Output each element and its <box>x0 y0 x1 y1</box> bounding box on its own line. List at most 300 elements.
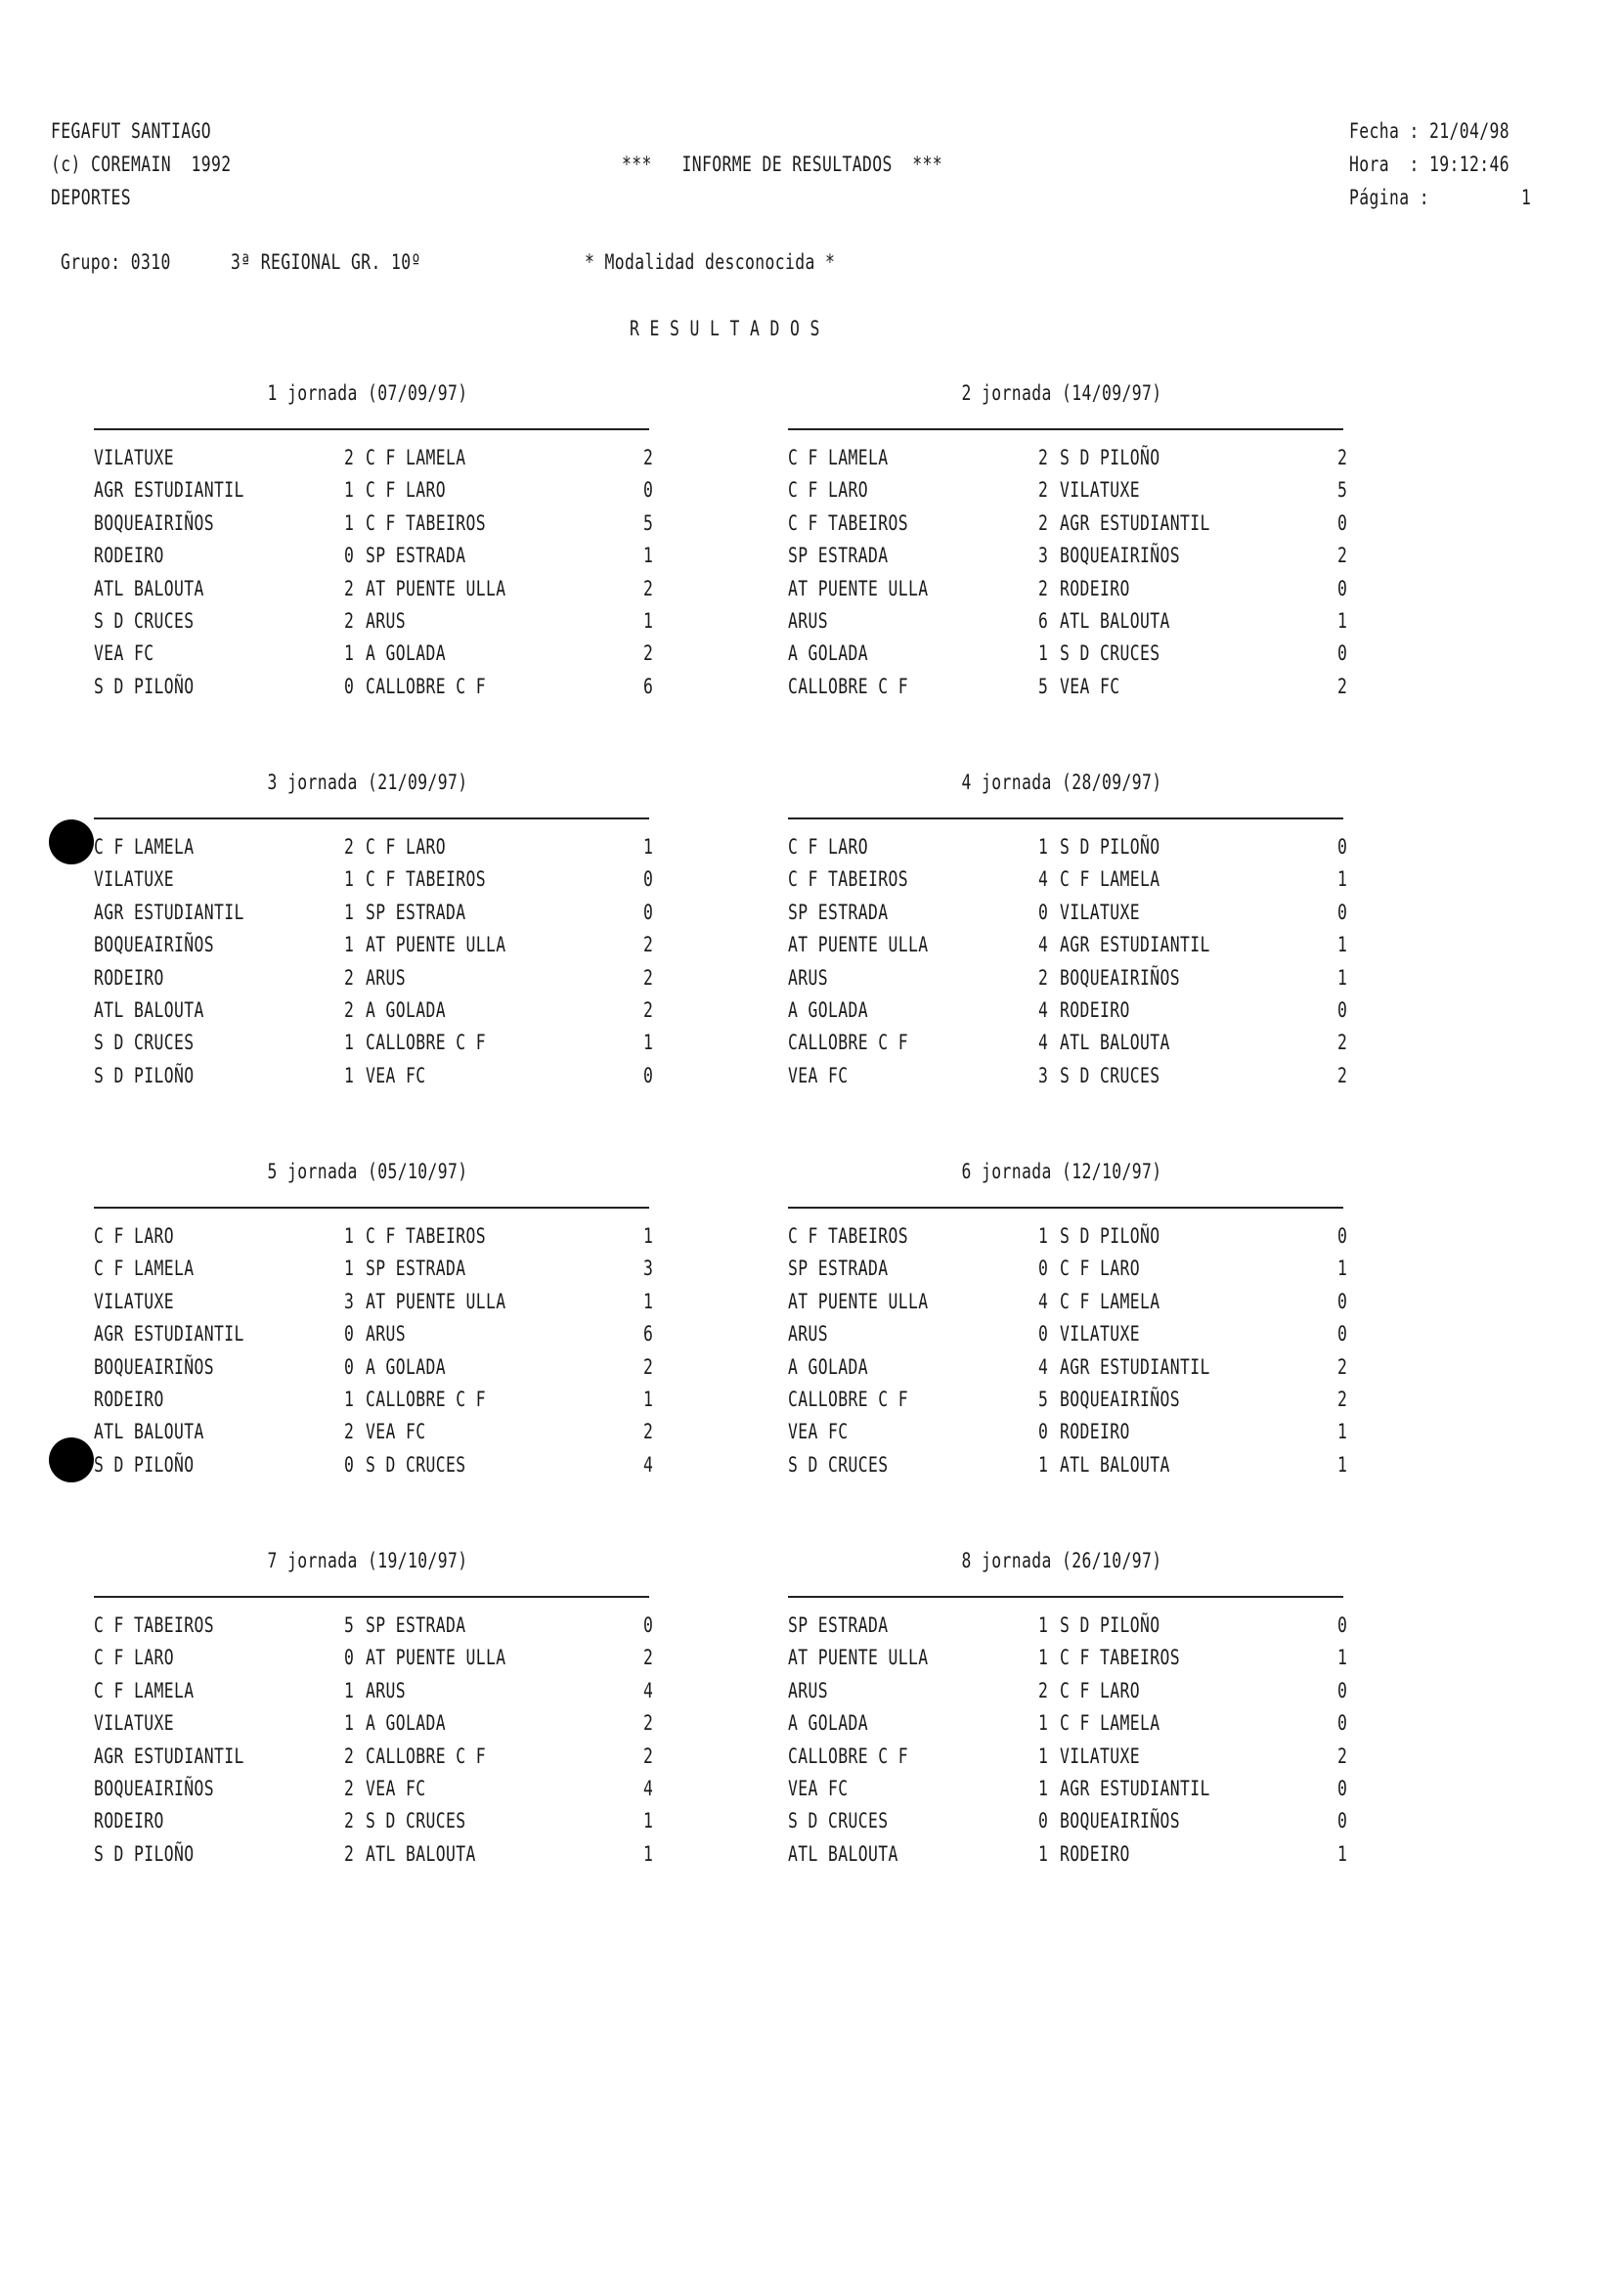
match-row <box>788 641 1394 674</box>
match-row <box>94 1355 700 1388</box>
away-score: 1 <box>1337 1841 1348 1866</box>
away-score: 0 <box>1337 1777 1348 1800</box>
home-score: 2 <box>344 576 355 600</box>
home-team: A GOLADA <box>788 1354 869 1379</box>
match-row <box>788 511 1394 544</box>
away-team: RODEIRO <box>1060 998 1130 1022</box>
away-score: 1 <box>1337 965 1348 990</box>
match-row <box>788 1744 1394 1777</box>
home-score: 1 <box>344 510 355 535</box>
away-team: BOQUEAIRIÑOS <box>1060 544 1181 568</box>
home-score: 0 <box>344 1452 355 1477</box>
jornada-divider <box>788 428 1343 430</box>
away-team: SP ESTRADA <box>366 1613 466 1637</box>
away-team: VILATUXE <box>1060 478 1141 503</box>
away-team: AT PUENTE ULLA <box>366 1646 506 1670</box>
away-team: S D PILOÑO <box>1060 446 1160 469</box>
away-score: 2 <box>1337 1063 1348 1087</box>
away-team: A GOLADA <box>366 998 447 1022</box>
match-row <box>788 1031 1394 1063</box>
home-team: RODEIRO <box>94 965 164 990</box>
home-team: S D PILOÑO <box>94 1841 195 1866</box>
home-score: 5 <box>344 1613 355 1637</box>
home-score: 4 <box>1038 1031 1049 1055</box>
home-score: 0 <box>344 1322 355 1347</box>
home-score: 2 <box>1038 478 1049 503</box>
match-row <box>788 1777 1394 1809</box>
away-score: 2 <box>643 576 654 600</box>
away-team: C F TABEIROS <box>366 510 487 535</box>
away-team: A GOLADA <box>366 641 447 666</box>
match-row <box>788 835 1394 867</box>
home-team: SP ESTRADA <box>788 900 889 924</box>
punch-hole-bottom <box>49 1437 94 1482</box>
match-row <box>94 998 700 1031</box>
home-team: AGR ESTUDIANTIL <box>94 478 244 503</box>
away-score: 0 <box>1337 900 1348 924</box>
home-team: VILATUXE <box>94 446 175 469</box>
away-score: 1 <box>643 544 654 568</box>
home-team: BOQUEAIRIÑOS <box>94 933 215 957</box>
away-score: 2 <box>1337 1388 1348 1411</box>
away-score: 1 <box>1337 867 1348 892</box>
away-team: S D CRUCES <box>366 1452 466 1477</box>
away-team: VEA FC <box>366 1063 426 1087</box>
home-score: 2 <box>344 1841 355 1866</box>
away-score: 0 <box>643 867 654 892</box>
time-line: Hora : 19:12:46 <box>1349 153 1510 176</box>
match-row <box>94 1453 700 1485</box>
match-row <box>94 1744 700 1777</box>
match-row <box>788 1420 1394 1452</box>
home-score: 0 <box>344 1646 355 1670</box>
match-row <box>94 933 700 965</box>
home-team: A GOLADA <box>788 998 869 1022</box>
home-score: 4 <box>1038 867 1049 892</box>
match-row <box>94 1322 700 1354</box>
home-score: 2 <box>1038 965 1049 990</box>
home-team: C F LARO <box>788 478 869 503</box>
away-score: 0 <box>1337 998 1348 1022</box>
match-row <box>788 1842 1394 1875</box>
away-score: 2 <box>643 1744 654 1768</box>
home-score: 1 <box>1038 1613 1049 1637</box>
home-score: 4 <box>1038 1289 1049 1313</box>
away-team: CALLOBRE C F <box>366 674 487 698</box>
away-team: CALLOBRE C F <box>366 1744 487 1768</box>
away-score: 1 <box>643 1224 654 1248</box>
home-team: SP ESTRADA <box>788 544 889 568</box>
away-score: 0 <box>1337 1678 1348 1702</box>
home-score: 2 <box>344 835 355 859</box>
match-row <box>788 1388 1394 1420</box>
away-team: S D PILOÑO <box>1060 835 1160 859</box>
away-score: 2 <box>1337 544 1348 568</box>
match-row <box>94 1809 700 1841</box>
home-score: 1 <box>344 867 355 892</box>
match-row <box>94 446 700 478</box>
away-team: VILATUXE <box>1060 1322 1141 1347</box>
match-row <box>788 1679 1394 1711</box>
home-team: SP ESTRADA <box>788 1613 889 1637</box>
away-score: 2 <box>1337 674 1348 698</box>
home-team: ARUS <box>788 609 829 633</box>
home-score: 2 <box>344 609 355 633</box>
away-team: AT PUENTE ULLA <box>366 576 506 600</box>
home-score: 1 <box>1038 1452 1049 1477</box>
away-score: 2 <box>643 1354 654 1379</box>
match-row <box>94 1031 700 1063</box>
home-team: ATL BALOUTA <box>94 576 204 600</box>
home-team: C F LAMELA <box>94 1257 195 1281</box>
home-score: 2 <box>344 965 355 990</box>
away-score: 1 <box>1337 609 1348 633</box>
match-row <box>94 641 700 674</box>
home-team: BOQUEAIRIÑOS <box>94 510 215 535</box>
away-team: ATL BALOUTA <box>1060 609 1170 633</box>
match-row <box>788 1355 1394 1388</box>
away-team: C F LARO <box>1060 1257 1141 1281</box>
away-score: 1 <box>643 835 654 859</box>
away-score: 6 <box>643 1322 654 1347</box>
away-score: 1 <box>1337 1646 1348 1670</box>
match-row <box>94 1646 700 1678</box>
home-team: A GOLADA <box>788 641 869 666</box>
away-score: 2 <box>1337 1031 1348 1055</box>
away-score: 0 <box>1337 1322 1348 1347</box>
jornada-title: 7 jornada (19/10/97) <box>267 1549 468 1572</box>
home-score: 0 <box>1038 1420 1049 1444</box>
home-score: 3 <box>1038 1063 1049 1087</box>
home-team: C F TABEIROS <box>788 510 909 535</box>
home-score: 0 <box>344 674 355 698</box>
away-score: 2 <box>1337 1354 1348 1379</box>
away-score: 5 <box>1337 478 1348 503</box>
jornada-divider <box>94 428 649 430</box>
home-score: 1 <box>344 478 355 503</box>
away-team: AGR ESTUDIANTIL <box>1060 933 1210 957</box>
home-team: VEA FC <box>788 1420 849 1444</box>
away-team: RODEIRO <box>1060 1420 1130 1444</box>
away-team: CALLOBRE C F <box>366 1031 487 1055</box>
home-team: ARUS <box>788 1678 829 1702</box>
away-team: AGR ESTUDIANTIL <box>1060 1354 1210 1379</box>
away-score: 2 <box>643 965 654 990</box>
away-team: CALLOBRE C F <box>366 1388 487 1411</box>
away-team: BOQUEAIRIÑOS <box>1060 1388 1181 1411</box>
match-row <box>94 1064 700 1096</box>
jornada-title: 3 jornada (21/09/97) <box>267 771 468 794</box>
away-score: 1 <box>643 609 654 633</box>
home-team: AT PUENTE ULLA <box>788 576 929 600</box>
match-row <box>788 1224 1394 1257</box>
home-team: C F TABEIROS <box>788 867 909 892</box>
home-score: 0 <box>344 544 355 568</box>
home-score: 1 <box>344 1711 355 1736</box>
home-team: VILATUXE <box>94 1711 175 1736</box>
away-team: S D PILOÑO <box>1060 1613 1160 1637</box>
department-line: DEPORTES <box>51 186 132 209</box>
jornada-title: 1 jornada (07/09/97) <box>267 381 468 405</box>
match-row <box>94 478 700 510</box>
home-score: 1 <box>344 1031 355 1055</box>
home-team: BOQUEAIRIÑOS <box>94 1777 215 1800</box>
away-score: 0 <box>1337 576 1348 600</box>
home-score: 0 <box>1038 900 1049 924</box>
home-score: 1 <box>1038 1777 1049 1800</box>
report-title: *** INFORME DE RESULTADOS *** <box>622 153 943 176</box>
match-row <box>94 901 700 933</box>
away-score: 1 <box>643 1289 654 1313</box>
home-score: 1 <box>344 1678 355 1702</box>
match-row <box>788 1809 1394 1841</box>
home-score: 2 <box>344 446 355 469</box>
home-score: 5 <box>1038 1388 1049 1411</box>
home-score: 5 <box>1038 674 1049 698</box>
home-team: ATL BALOUTA <box>94 1420 204 1444</box>
away-team: C F TABEIROS <box>1060 1646 1181 1670</box>
group-category: 3ª REGIONAL GR. 10º <box>231 250 421 274</box>
away-score: 4 <box>643 1452 654 1477</box>
jornada-divider <box>788 1207 1343 1209</box>
away-score: 1 <box>643 1841 654 1866</box>
jornada-title: 8 jornada (26/10/97) <box>961 1549 1162 1572</box>
home-team: C F LAMELA <box>94 835 195 859</box>
match-row <box>788 933 1394 965</box>
match-row <box>788 1064 1394 1096</box>
match-row <box>94 867 700 900</box>
away-score: 1 <box>643 1031 654 1055</box>
home-team: ARUS <box>788 965 829 990</box>
away-team: VEA FC <box>366 1420 426 1444</box>
away-score: 0 <box>1337 641 1348 666</box>
modalidad-note: * Modalidad desconocida * <box>585 250 836 274</box>
home-team: C F LAMELA <box>94 1678 195 1702</box>
home-score: 1 <box>1038 641 1049 666</box>
match-row <box>788 867 1394 900</box>
home-team: S D CRUCES <box>788 1452 889 1477</box>
home-team: S D CRUCES <box>94 609 195 633</box>
home-score: 1 <box>1038 835 1049 859</box>
match-row <box>788 609 1394 641</box>
away-team: ATL BALOUTA <box>1060 1452 1170 1477</box>
away-score: 1 <box>1337 1257 1348 1281</box>
match-row <box>94 1711 700 1744</box>
match-row <box>788 478 1394 510</box>
away-score: 0 <box>643 1613 654 1637</box>
away-team: SP ESTRADA <box>366 1257 466 1281</box>
home-score: 2 <box>1038 510 1049 535</box>
home-team: S D PILOÑO <box>94 1452 195 1477</box>
away-team: RODEIRO <box>1060 1841 1130 1866</box>
away-score: 0 <box>1337 1613 1348 1637</box>
home-score: 3 <box>1038 544 1049 568</box>
away-score: 1 <box>643 1388 654 1411</box>
away-team: AT PUENTE ULLA <box>366 933 506 957</box>
home-team: RODEIRO <box>94 544 164 568</box>
home-team: AGR ESTUDIANTIL <box>94 900 244 924</box>
away-score: 4 <box>643 1777 654 1800</box>
away-score: 2 <box>643 446 654 469</box>
match-row <box>94 544 700 576</box>
home-team: CALLOBRE C F <box>788 1388 909 1411</box>
match-row <box>94 1290 700 1322</box>
away-team: C F LAMELA <box>1060 867 1160 892</box>
away-score: 5 <box>643 510 654 535</box>
home-team: AT PUENTE ULLA <box>788 1646 929 1670</box>
match-row <box>94 1842 700 1875</box>
home-score: 1 <box>1038 1711 1049 1736</box>
copyright-line: (c) COREMAIN 1992 <box>51 153 232 176</box>
away-score: 2 <box>1337 446 1348 469</box>
home-team: C F LARO <box>94 1646 175 1670</box>
away-score: 0 <box>643 900 654 924</box>
away-team: SP ESTRADA <box>366 900 466 924</box>
away-score: 6 <box>643 674 654 698</box>
away-team: ATL BALOUTA <box>366 1841 476 1866</box>
away-team: C F TABEIROS <box>366 1224 487 1248</box>
match-row <box>788 1711 1394 1744</box>
org-name: FEGAFUT SANTIAGO <box>51 119 212 143</box>
jornada-divider <box>788 1596 1343 1598</box>
jornada-divider <box>94 1596 649 1598</box>
match-row <box>94 511 700 544</box>
home-score: 2 <box>1038 576 1049 600</box>
away-score: 2 <box>643 1646 654 1670</box>
home-score: 2 <box>344 1744 355 1768</box>
jornada-title: 2 jornada (14/09/97) <box>961 381 1162 405</box>
jornada-title: 4 jornada (28/09/97) <box>961 771 1162 794</box>
home-team: VEA FC <box>788 1063 849 1087</box>
home-score: 4 <box>1038 998 1049 1022</box>
home-team: AGR ESTUDIANTIL <box>94 1744 244 1768</box>
home-score: 1 <box>344 1257 355 1281</box>
away-team: S D CRUCES <box>1060 1063 1160 1087</box>
match-row <box>788 966 1394 998</box>
match-row <box>788 1257 1394 1289</box>
away-score: 0 <box>1337 1224 1348 1248</box>
home-team: S D PILOÑO <box>94 674 195 698</box>
away-score: 0 <box>643 1063 654 1087</box>
page-label: Página : <box>1349 186 1430 209</box>
home-score: 0 <box>1038 1257 1049 1281</box>
home-team: ATL BALOUTA <box>94 998 204 1022</box>
match-row <box>788 544 1394 576</box>
home-team: CALLOBRE C F <box>788 1744 909 1768</box>
match-row <box>94 1777 700 1809</box>
away-team: VILATUXE <box>1060 1744 1141 1768</box>
away-team: C F LAMELA <box>1060 1711 1160 1736</box>
match-row <box>788 675 1394 707</box>
match-row <box>788 1646 1394 1678</box>
away-team: BOQUEAIRIÑOS <box>1060 1809 1181 1833</box>
home-score: 2 <box>344 1809 355 1833</box>
home-score: 4 <box>1038 933 1049 957</box>
away-team: A GOLADA <box>366 1711 447 1736</box>
home-score: 1 <box>344 1063 355 1087</box>
home-score: 2 <box>344 1420 355 1444</box>
home-team: C F TABEIROS <box>788 1224 909 1248</box>
away-team: C F LARO <box>366 478 447 503</box>
jornada-title: 5 jornada (05/10/97) <box>267 1160 468 1183</box>
home-team: C F LARO <box>94 1224 175 1248</box>
match-row <box>94 835 700 867</box>
home-score: 6 <box>1038 609 1049 633</box>
home-team: AGR ESTUDIANTIL <box>94 1322 244 1347</box>
home-team: S D CRUCES <box>94 1031 195 1055</box>
punch-hole-top <box>49 819 94 864</box>
away-score: 4 <box>643 1678 654 1702</box>
home-team: RODEIRO <box>94 1809 164 1833</box>
away-score: 0 <box>1337 1289 1348 1313</box>
away-score: 2 <box>643 1711 654 1736</box>
away-score: 0 <box>1337 1809 1348 1833</box>
away-team: VEA FC <box>1060 674 1120 698</box>
home-team: ATL BALOUTA <box>788 1841 898 1866</box>
match-row <box>788 577 1394 609</box>
away-team: S D CRUCES <box>366 1809 466 1833</box>
home-score: 1 <box>344 1388 355 1411</box>
home-score: 1 <box>344 1224 355 1248</box>
home-team: C F TABEIROS <box>94 1613 215 1637</box>
home-score: 2 <box>1038 1678 1049 1702</box>
away-score: 1 <box>1337 1420 1348 1444</box>
group-code: Grupo: 0310 <box>61 250 171 274</box>
home-team: AT PUENTE ULLA <box>788 1289 929 1313</box>
match-row <box>94 577 700 609</box>
jornada-divider <box>788 817 1343 819</box>
away-team: A GOLADA <box>366 1354 447 1379</box>
match-row <box>788 1290 1394 1322</box>
away-score: 3 <box>643 1257 654 1281</box>
date-line: Fecha : 21/04/98 <box>1349 119 1510 143</box>
away-team: ARUS <box>366 1678 407 1702</box>
home-score: 1 <box>1038 1841 1049 1866</box>
match-row <box>94 966 700 998</box>
away-team: VEA FC <box>366 1777 426 1800</box>
match-row <box>94 1420 700 1452</box>
match-row <box>94 609 700 641</box>
home-score: 2 <box>344 998 355 1022</box>
away-score: 0 <box>643 478 654 503</box>
away-team: SP ESTRADA <box>366 544 466 568</box>
away-team: AGR ESTUDIANTIL <box>1060 1777 1210 1800</box>
jornada-divider <box>94 817 649 819</box>
away-team: ARUS <box>366 609 407 633</box>
away-team: S D PILOÑO <box>1060 1224 1160 1248</box>
jornada-divider <box>94 1207 649 1209</box>
match-row <box>94 1257 700 1289</box>
home-team: VEA FC <box>94 641 154 666</box>
home-score: 0 <box>344 1354 355 1379</box>
away-team: ARUS <box>366 1322 407 1347</box>
away-team: AT PUENTE ULLA <box>366 1289 506 1313</box>
home-score: 0 <box>1038 1322 1049 1347</box>
home-score: 1 <box>344 933 355 957</box>
away-team: ARUS <box>366 965 407 990</box>
match-row <box>788 998 1394 1031</box>
match-row <box>94 1224 700 1257</box>
away-score: 2 <box>643 998 654 1022</box>
section-title: R E S U L T A D O S <box>630 317 820 340</box>
away-team: C F LAMELA <box>1060 1289 1160 1313</box>
home-team: S D CRUCES <box>788 1809 889 1833</box>
away-team: C F TABEIROS <box>366 867 487 892</box>
home-team: RODEIRO <box>94 1388 164 1411</box>
jornada-title: 6 jornada (12/10/97) <box>961 1160 1162 1183</box>
away-team: AGR ESTUDIANTIL <box>1060 510 1210 535</box>
away-score: 2 <box>643 933 654 957</box>
